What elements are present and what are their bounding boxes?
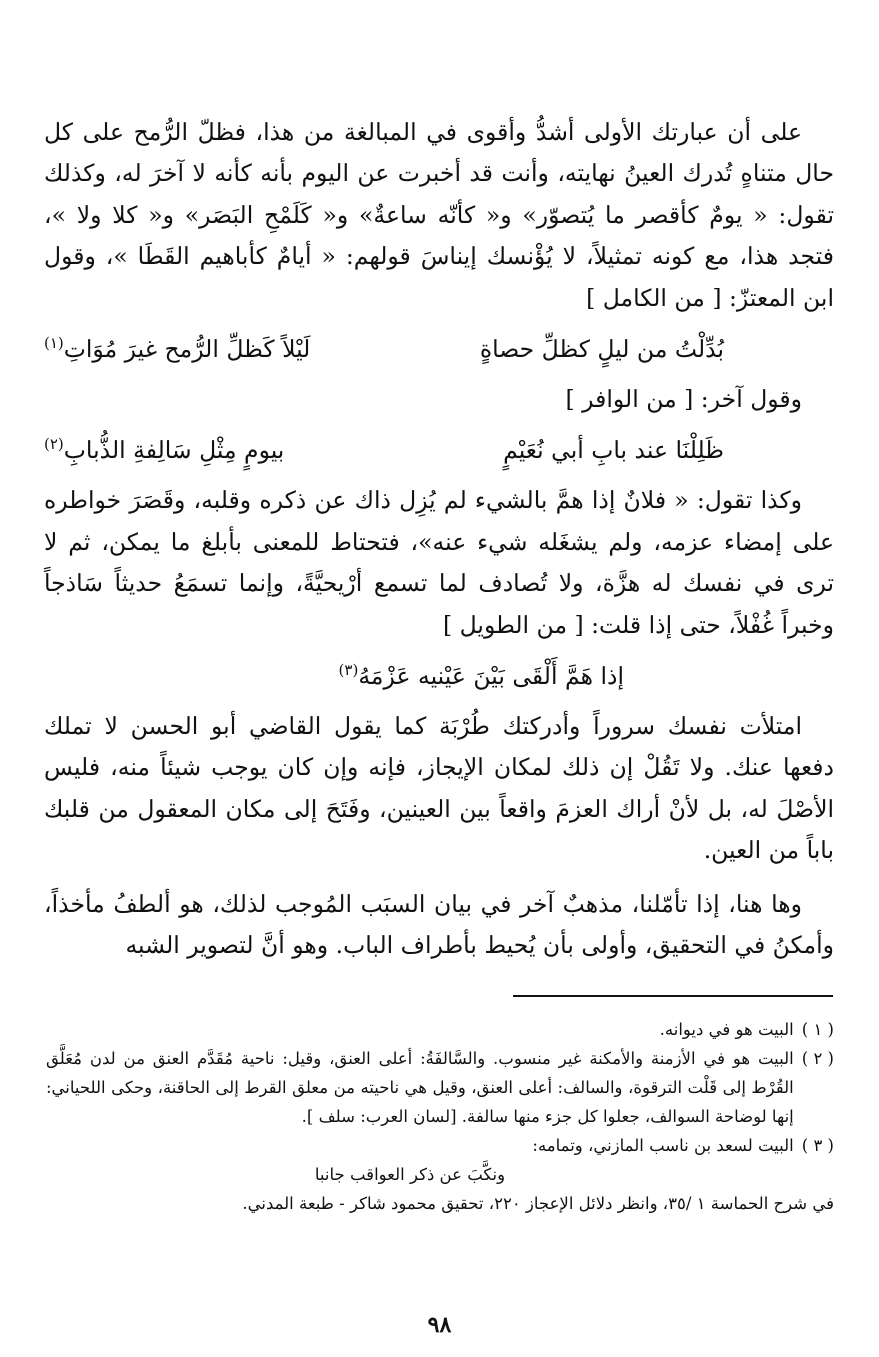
verse-2-second-hemistich [44, 430, 284, 470]
paragraph-5: وها هنا، إذا تأمّلنا، مذهبٌ آخر في بيان السبَب المُوجب لذلك، هو ألطفُ مأخذاً، وأمكنُ في التحقيق، وأولى بأن يُحيط بأطراف الباب. وهو أنَّ لتصوير الشبه [44, 889, 834, 960]
footnote-1-text: البيت هو في ديوانه. [659, 1020, 794, 1039]
footnote-marker-1: (١) [44, 334, 64, 353]
footnote-separator [513, 995, 833, 997]
main-text [44, 112, 834, 967]
paragraph-gap [44, 872, 834, 884]
footnote-2-number: ( ٢ ) [801, 1049, 834, 1068]
footnote-3-text: البيت لسعد بن ناسب المازني، وتمامه: [532, 1136, 794, 1155]
footnote-1 [46, 1015, 834, 1044]
footnotes [46, 1015, 834, 1218]
page-number: ٩٨ [427, 1312, 452, 1338]
verse-3-hemistich [339, 656, 624, 696]
verse-2 [44, 430, 724, 470]
footnote-3 [46, 1131, 834, 1160]
footnote-marker-3: (٣) [338, 661, 359, 680]
footnote-3-source-row [46, 1189, 834, 1218]
paragraph-4: امتلأت نفسك سروراً وأدركتك طُرْبَة كما يقول القاضي أبو الحسن لا تملك دفعها عنك. ولا تَقُلْ إن ذلك لمكان الإيجاز، فإنه وإن كان يوجب شيئاً منه، فليس الأصْلَ له، بل لأنْ أراك العزمَ واقعاً بين العينين، وفَتَحَ إلى مكان المعقول من قلبك باباً من العين. [44, 712, 834, 865]
verse-2-first-hemistich: ظَلِلْنَا عند بابِ أبي نُعَيْمٍ [503, 436, 724, 465]
verse-2-second-hemistich-text: بيومٍ مِثْلِ سَالِفةِ الذُّبابِ [63, 436, 285, 465]
verse-1 [44, 329, 724, 369]
footnote-3-verse: ونكَّبَ عن ذكر العواقب جانبا [314, 1165, 506, 1184]
footnote-2-text: البيت هو في الأزمنة والأمكنة غير منسوب. والسَّالفَةُ: أعلى العنق، وقيل: ناحية مُقَدَّم العنق من لدن مُعَلَّق القُرْط إلى قَلْت الترقوة، والسالف: أعلى العنق، وقيل هي ناحيته من معلق القرط إلى الحاقنة، وحكى اللحياني: إنها لوضاحة السوالف، جعلوا كل جزء منها سالفة. [لسان العرب: سلف ]. [46, 1049, 794, 1126]
verse-3-text: إذا هَمَّ أَلْقَى بَيْنَ عَيْنيه عَزْمَهُ [358, 662, 624, 691]
paragraph-3: وكذا تقول: « فلانٌ إذا همَّ بالشيء لم يُزِل ذاك عن ذكره وقلبه، وقَصَرَ خواطره على إمضاء عزمه، ولم يشغَله شيء عنه»، فتحتاط للمعنى بأبلغ ما يمكن، ثم لا ترى في نفسك له هزَّة، ولا تُصادف لما تسمع أرْيحيَّةً، وإنما تسمَعُ حديثاً سَاذجاً وخبراً غُفْلاً، حتى إذا قلت: [ من الطويل ] [44, 486, 834, 639]
footnote-3-number: ( ٣ ) [801, 1136, 834, 1155]
footnote-1-number: ( ١ ) [801, 1020, 834, 1039]
verse-1-second-hemistich-text: لَيْلاً كَظلِّ الرُّمح غيرَ مُوَاتِ [63, 335, 311, 364]
paragraph-1: على أن عبارتك الأولى أشدُّ وأقوى في المبالغة من هذا، فظلّ الرُّمح على كل حال متناهٍ تُدرك العينُ نهايته، وأنت قد أخبرت عن اليوم بأنه كأنه لا آخرَ له، وكذلك تقول: « يومٌ كأقصر ما يُتصوّر» و« كأنّه ساعةٌ» و« كَلَمْحِ البَصَر» و« كلا ولا »، فتجد هذا، مع كونه تمثيلاً، لا يُؤْنسك إيناسَ قولهم: « أيامٌ كأباهيم القَطَا »، وقول ابن المعتزّ: [ من الكامل ] [44, 118, 834, 312]
verse-1-first-hemistich: بُدِّلْتُ من ليلٍ كظلِّ حصاةٍ [479, 335, 724, 364]
footnote-2 [46, 1044, 834, 1131]
verse-1-second-hemistich [44, 329, 310, 369]
paragraph-2: وقول آخر: [ من الوافر ] [565, 385, 802, 414]
verse-3 [0, 656, 624, 696]
footnote-marker-2: (٢) [44, 435, 64, 454]
footnote-3-source: في شرح الحماسة ١ /٣٥، وانظر دلائل الإعجاز ٢٢٠، تحقيق محمود شاكر - طبعة المدني. [242, 1194, 834, 1213]
